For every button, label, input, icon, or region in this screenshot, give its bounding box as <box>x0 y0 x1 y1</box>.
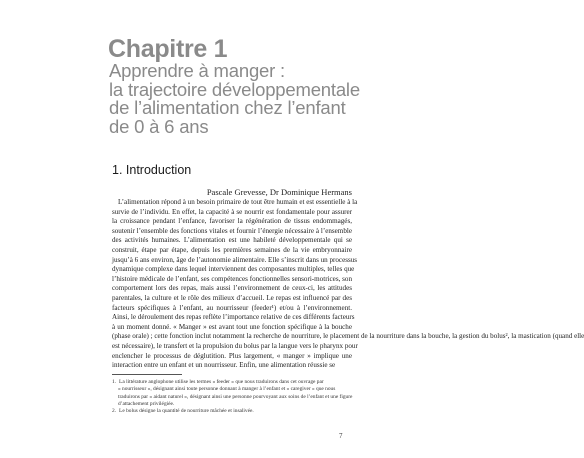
chapter-title-line: de l’alimentation chez l’enfant <box>109 97 346 118</box>
body-text <box>112 198 584 371</box>
body-line: dynamique complexe dans lequel interviennent des composantes multiples, telles que <box>112 265 355 274</box>
body-line: à un moment donné. « Manger » est avant tout une fonction spécifique à la bouche <box>112 322 352 331</box>
body-line: Ainsi, le déroulement des repas reflète l’importance relative de ces différents facteurs <box>112 313 355 322</box>
footnote-line <box>112 408 350 415</box>
body-line: survie de l’individu. En effet, la capacité à se nourrir est fondamentale pour assurer <box>112 207 352 216</box>
authors-line: Pascale Grevesse, Dr Dominique Hermans <box>206 187 352 197</box>
footnote-number: 1. <box>112 379 117 385</box>
body-line: parentales, la culture et le rôle des milieux d’accueil. Le repas est influencé par des <box>112 293 352 302</box>
page-number: 7 <box>339 432 343 440</box>
body-line: soutenir l’ensemble des fonctions vitales et fournir l’énergie nécessaire à l’ensemble <box>112 226 352 235</box>
footnote-number: 2. <box>112 408 117 415</box>
footnote-line: traduirons par « aidant naturel », désignant ainsi une personne pourvoyant aux soins de l’enfant et une figure <box>118 393 353 400</box>
body-line: interaction entre un enfant et un nourrisseur. Enfin, une alimentation réussie se <box>112 361 336 370</box>
body-line: jusqu’à 6 ans environ, âge de l’autonomie alimentaire. Elle s’inscrit dans un processus <box>112 255 358 264</box>
footnote-line: « nourrisseur », désignant ainsi toute personne donnant à manger à l’enfant et « caregiver » que nous <box>118 386 336 393</box>
body-line: construit, étape par étape, depuis les premières semaines de la vie embryonnaire <box>112 245 352 254</box>
footnote-line: d’attachement privilégiée. <box>118 400 175 407</box>
body-line: la croissance pendant l’enfance, favoriser la régénération de tissus endommagés, <box>112 217 352 226</box>
chapter-title-line: Apprendre à manger : <box>109 60 285 81</box>
body-line: l’histoire médicale de l’enfant, ses compétences fonctionnelles sensori-motrices, son <box>112 274 352 283</box>
footnote-text: Le bolus désigne la quantité de nourriture mâchée et insalivée. <box>119 408 254 415</box>
body-line: est nécessaire), le transfert et la propulsion du bolus par la langue vers le pharynx pour <box>112 341 358 350</box>
section-heading: 1. Introduction <box>112 163 192 177</box>
chapter-title-line: de 0 à 6 ans <box>109 115 209 137</box>
body-line: enclencher le processus de déglutition. Plus largement, « manger » implique une <box>112 351 352 360</box>
body-line: des activités humaines. L’alimentation est une habileté développementale qui se <box>112 236 352 245</box>
body-line: comportement lors des repas, mais aussi l’environnement de ceux-ci, les attitudes <box>112 284 352 293</box>
chapter-label: Chapitre 1 <box>108 35 228 63</box>
chapter-title <box>109 62 439 136</box>
footnotes <box>112 379 353 415</box>
body-line: L’alimentation répond à un besoin primaire de tout être humain et est essentielle à la <box>118 198 358 206</box>
footnote-rule <box>112 374 182 375</box>
body-line: facteurs spécifiques à l’enfant, au nourrisseur (feeder¹) et/ou à l’environnement. <box>112 303 352 312</box>
body-line: (phase orale) ; cette fonction inclut notamment la recherche de nourriture, le placement de la nourriture dans la bouche, la gestion du bolus², la mastication (quand elle <box>112 332 584 341</box>
footnote-text: La littérature anglophone utilise les termes « feeder » que nous traduirons dans cet ouvrage par <box>119 379 324 385</box>
chapter-title-line: la trajectoire développementale <box>109 78 360 100</box>
